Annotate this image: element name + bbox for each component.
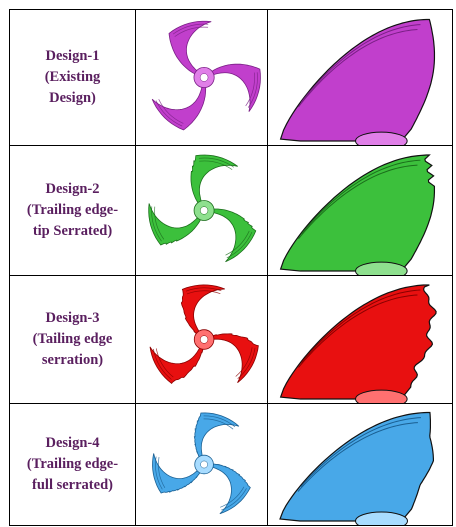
blade-closeup-image — [268, 404, 452, 525]
design-label-line: Design-2 — [45, 181, 100, 197]
blade-closeup-image — [268, 10, 452, 145]
design-label-line: tip Serrated) — [32, 223, 113, 239]
design-label-cell — [10, 10, 136, 145]
design-label-line: Design-3 — [45, 310, 100, 326]
design-label-line: (Existing — [44, 69, 101, 85]
fan-image-cell — [136, 404, 268, 525]
blade-closeup-image — [268, 146, 452, 275]
fan-rotor-image — [136, 276, 267, 403]
design-label — [27, 179, 118, 242]
design-row-1 — [10, 10, 452, 146]
design-row-4 — [10, 404, 452, 525]
design-label-line: (Trailing edge- — [26, 456, 119, 472]
blade-image-cell — [268, 10, 452, 145]
design-label-cell — [10, 276, 136, 403]
blade-closeup-image — [268, 276, 452, 403]
design-label — [27, 433, 118, 496]
fan-rotor-image — [136, 10, 267, 145]
design-label-line: (Trailing edge- — [26, 202, 119, 218]
design-label-cell — [10, 404, 136, 525]
design-label-line: Design-1 — [45, 48, 100, 64]
design-label — [33, 308, 113, 371]
design-label-line: full serrated) — [32, 477, 113, 493]
blade-image-cell — [268, 276, 452, 403]
fan-image-cell — [136, 146, 268, 275]
design-label-line: (Tailing edge — [32, 331, 113, 347]
blade-image-cell — [268, 146, 452, 275]
design-row-3 — [10, 276, 452, 404]
blade-image-cell — [268, 404, 452, 525]
design-label — [45, 46, 101, 109]
fan-rotor-image — [136, 404, 267, 525]
design-label-line: Design-4 — [45, 435, 100, 451]
design-comparison-table — [9, 9, 453, 526]
fan-image-cell — [136, 10, 268, 145]
design-label-line: Design) — [49, 90, 96, 106]
design-label-line: serration) — [41, 352, 104, 368]
fan-image-cell — [136, 276, 268, 403]
design-row-2 — [10, 146, 452, 276]
design-label-cell — [10, 146, 136, 275]
fan-rotor-image — [136, 146, 267, 275]
